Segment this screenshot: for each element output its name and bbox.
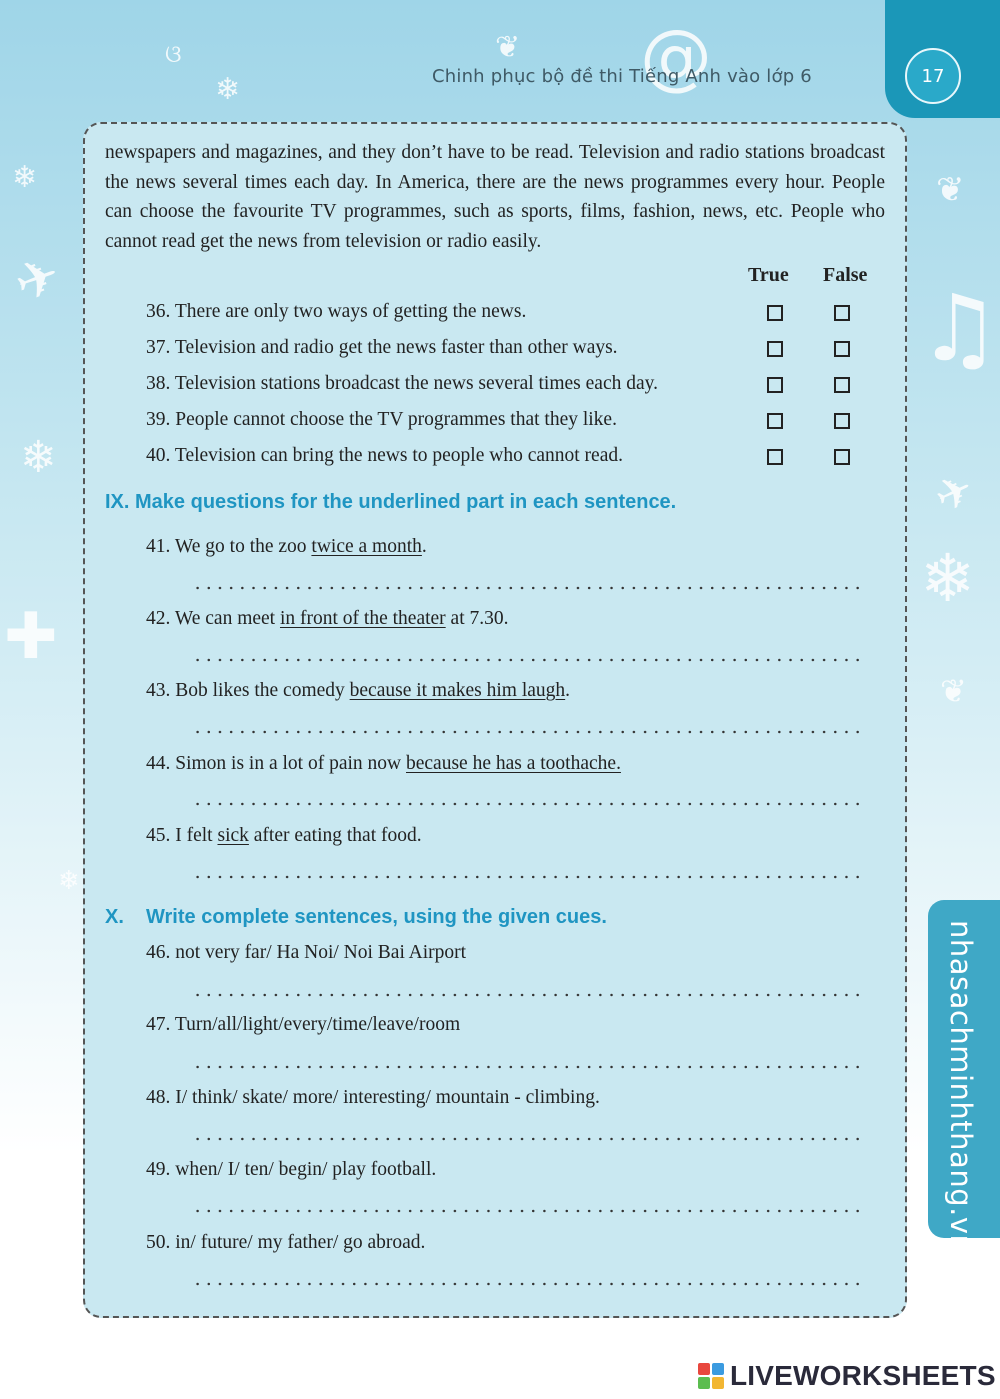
tf-question-text: 38. Television stations broadcast the news several times each day. bbox=[146, 373, 658, 394]
liveworksheets-logo bbox=[698, 1358, 996, 1394]
at-sign-icon: @ bbox=[640, 14, 712, 98]
side-banner-text: nhasachminhthang.vn bbox=[944, 920, 978, 1254]
true-checkbox[interactable] bbox=[767, 377, 783, 393]
underlined-part: twice a month bbox=[311, 536, 422, 557]
paper-plane-icon: ✈ bbox=[926, 462, 982, 525]
false-checkbox[interactable] bbox=[834, 341, 850, 357]
underlined-part: because it makes him laugh bbox=[349, 680, 566, 701]
answer-line-44[interactable] bbox=[192, 801, 864, 807]
answer-line-46[interactable] bbox=[192, 992, 864, 998]
page-number: 17 bbox=[905, 48, 961, 104]
section-x-number: X. bbox=[105, 906, 124, 928]
answer-line-47[interactable] bbox=[192, 1064, 864, 1070]
question-46: 46. not very far/ Ha Noi/ Noi Bai Airport bbox=[146, 942, 467, 963]
true-checkbox[interactable] bbox=[767, 449, 783, 465]
false-column-header: False bbox=[823, 264, 868, 286]
answer-line-43[interactable] bbox=[192, 729, 864, 735]
tf-question-text: 36. There are only two ways of getting the news. bbox=[146, 301, 527, 322]
question-47: 47. Turn/all/light/every/time/leave/room bbox=[146, 1014, 461, 1035]
tf-question-row bbox=[146, 409, 886, 437]
true-column-header: True bbox=[748, 264, 789, 286]
butterfly-icon: ଓ bbox=[165, 40, 182, 68]
leaf-icon: ❦ bbox=[940, 672, 967, 710]
true-checkbox[interactable] bbox=[767, 341, 783, 357]
snowflake-icon: ❄ bbox=[20, 432, 57, 483]
question-45: 45. I felt sick after eating that food. bbox=[146, 825, 422, 846]
logo-mark-icon bbox=[698, 1363, 724, 1389]
question-43: 43. Bob likes the comedy because it makes him laugh. bbox=[146, 680, 571, 701]
music-note-icon: ♫ bbox=[918, 275, 1000, 382]
question-41: 41. We go to the zoo twice a month. bbox=[146, 536, 427, 557]
tf-question-row bbox=[146, 373, 886, 401]
tf-question-row bbox=[146, 301, 886, 329]
leaf-icon: ❦ bbox=[495, 30, 521, 65]
false-checkbox[interactable] bbox=[834, 449, 850, 465]
answer-line-45[interactable] bbox=[192, 874, 864, 880]
tf-question-text: 39. People cannot choose the TV programmes that they like. bbox=[146, 409, 617, 430]
book-title: Chinh phục bộ đề thi Tiếng Anh vào lớp 6 bbox=[432, 66, 812, 87]
question-44: 44. Simon is in a lot of pain now because he has a toothache. bbox=[146, 753, 621, 774]
section-ix-title: IX. Make questions for the underlined part in each sentence. bbox=[105, 491, 677, 513]
logo-text: LIVEWORKSHEETS bbox=[730, 1360, 996, 1391]
snowflake-icon: ❄ bbox=[215, 72, 241, 107]
question-42: 42. We can meet in front of the theater at 7.30. bbox=[146, 608, 509, 629]
tf-question-text: 40. Television can bring the news to people who cannot read. bbox=[146, 445, 623, 466]
snowflake-icon: ❄ bbox=[920, 540, 976, 617]
puzzle-icon: ✚ bbox=[4, 600, 58, 674]
answer-line-50[interactable] bbox=[192, 1281, 864, 1287]
underlined-part: in front of the theater bbox=[279, 608, 446, 629]
answer-line-49[interactable] bbox=[192, 1208, 864, 1214]
question-48: 48. I/ think/ skate/ more/ interesting/ mountain - climbing. bbox=[146, 1087, 600, 1108]
snowflake-icon: ❄ bbox=[12, 160, 38, 195]
answer-line-42[interactable] bbox=[192, 657, 864, 663]
false-checkbox[interactable] bbox=[834, 413, 850, 429]
leaf-icon: ❦ bbox=[936, 170, 965, 210]
underlined-part: sick bbox=[217, 825, 249, 846]
underlined-part: because he has a toothache. bbox=[406, 753, 621, 774]
question-49: 49. when/ I/ ten/ begin/ play football. bbox=[146, 1159, 437, 1180]
answer-line-48[interactable] bbox=[192, 1136, 864, 1142]
section-x-title: Write complete sentences, using the given cues. bbox=[146, 906, 607, 928]
answer-line-41[interactable] bbox=[192, 585, 864, 591]
paper-plane-icon: ✈ bbox=[7, 244, 69, 316]
false-checkbox[interactable] bbox=[834, 377, 850, 393]
false-checkbox[interactable] bbox=[834, 305, 850, 321]
reading-passage: newspapers and magazines, and they don’t have to be read. Television and radio stations broadcast the news several times each day. In America, there are the news programmes every hour. People can choose the favourite TV programmes, such as sports, films, fashion, news, etc. People who cannot read get the news from television or radio easily. bbox=[105, 142, 885, 252]
true-checkbox[interactable] bbox=[767, 413, 783, 429]
tf-question-row bbox=[146, 337, 886, 365]
snowflake-icon: ❄ bbox=[58, 866, 80, 896]
question-50: 50. in/ future/ my father/ go abroad. bbox=[146, 1232, 426, 1253]
tf-question-text: 37. Television and radio get the news faster than other ways. bbox=[146, 337, 618, 358]
tf-question-row bbox=[146, 445, 886, 473]
true-checkbox[interactable] bbox=[767, 305, 783, 321]
